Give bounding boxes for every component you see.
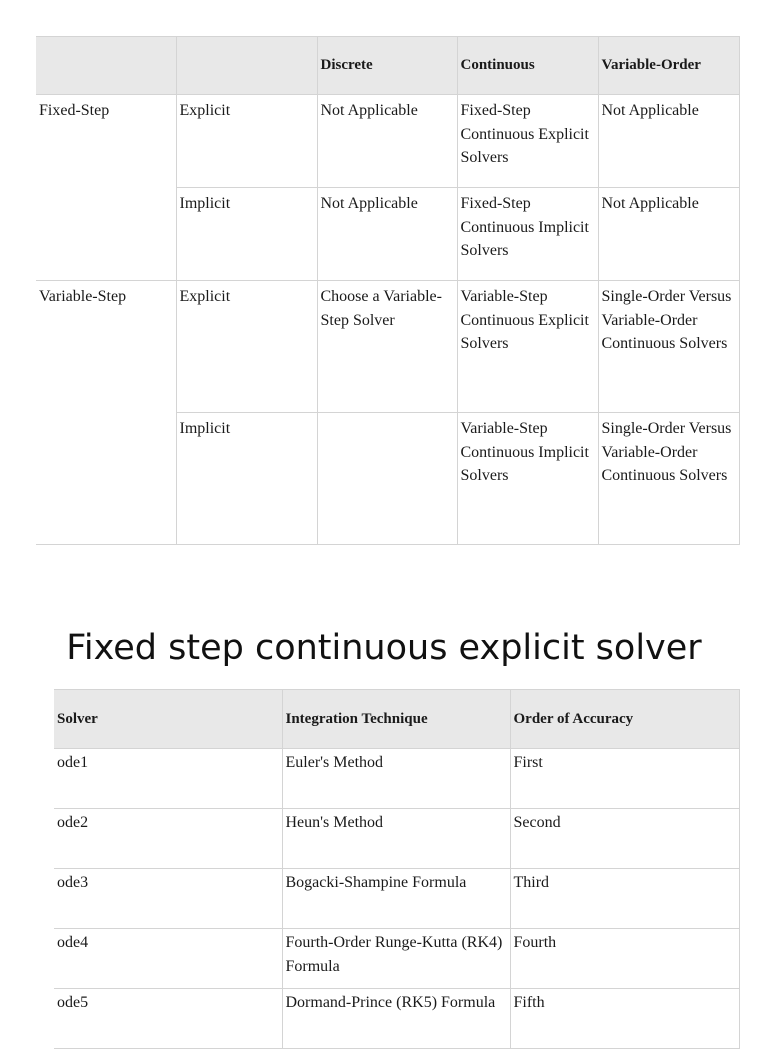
step-type-variable: Variable-Step <box>36 281 176 545</box>
continuous-cell: Variable-Step Continuous Implicit Solvers <box>457 413 598 545</box>
technique-cell: Fourth-Order Runge-Kutta (RK4) Formula <box>282 929 510 989</box>
section-heading: Fixed step continuous explicit solver <box>66 628 702 668</box>
solver-cell: ode2 <box>54 809 282 869</box>
solver-classification-table <box>36 36 740 545</box>
order-cell: First <box>510 749 739 809</box>
solver-cell: ode1 <box>54 749 282 809</box>
solver-cell: ode4 <box>54 929 282 989</box>
method-cell: Implicit <box>176 413 317 545</box>
discrete-cell <box>317 413 457 545</box>
order-cell: Fifth <box>510 989 739 1049</box>
method-cell: Explicit <box>176 95 317 188</box>
table-row <box>36 95 739 188</box>
header-cell <box>176 37 317 95</box>
technique-cell: Euler's Method <box>282 749 510 809</box>
discrete-cell: Not Applicable <box>317 188 457 281</box>
step-type-fixed: Fixed-Step <box>36 95 176 281</box>
variable-order-cell: Not Applicable <box>598 188 739 281</box>
order-cell: Second <box>510 809 739 869</box>
solver-cell: ode5 <box>54 989 282 1049</box>
table-row <box>54 809 739 869</box>
header-cell <box>36 37 176 95</box>
continuous-cell: Fixed-Step Continuous Implicit Solvers <box>457 188 598 281</box>
table-row <box>54 929 739 989</box>
technique-cell: Dormand-Prince (RK5) Formula <box>282 989 510 1049</box>
table-row <box>54 749 739 809</box>
table-header-row <box>54 690 739 749</box>
header-discrete: Discrete <box>317 37 457 95</box>
variable-order-cell: Not Applicable <box>598 95 739 188</box>
variable-order-cell: Single-Order Versus Variable-Order Continuous Solvers <box>598 281 739 413</box>
method-cell: Explicit <box>176 281 317 413</box>
order-cell: Fourth <box>510 929 739 989</box>
header-continuous: Continuous <box>457 37 598 95</box>
order-cell: Third <box>510 869 739 929</box>
continuous-cell: Variable-Step Continuous Explicit Solvers <box>457 281 598 413</box>
continuous-cell: Fixed-Step Continuous Explicit Solvers <box>457 95 598 188</box>
header-solver: Solver <box>54 690 282 749</box>
table-row <box>36 281 739 413</box>
table-row <box>54 989 739 1049</box>
table-header-row <box>36 37 739 95</box>
technique-cell: Heun's Method <box>282 809 510 869</box>
table-row <box>54 869 739 929</box>
header-variable-order: Variable-Order <box>598 37 739 95</box>
header-integration-technique: Integration Technique <box>282 690 510 749</box>
fixed-step-solver-table <box>54 689 740 1049</box>
technique-cell: Bogacki-Shampine Formula <box>282 869 510 929</box>
discrete-cell: Not Applicable <box>317 95 457 188</box>
header-order-of-accuracy: Order of Accuracy <box>510 690 739 749</box>
variable-order-cell: Single-Order Versus Variable-Order Continuous Solvers <box>598 413 739 545</box>
method-cell: Implicit <box>176 188 317 281</box>
discrete-cell: Choose a Variable-Step Solver <box>317 281 457 413</box>
solver-cell: ode3 <box>54 869 282 929</box>
